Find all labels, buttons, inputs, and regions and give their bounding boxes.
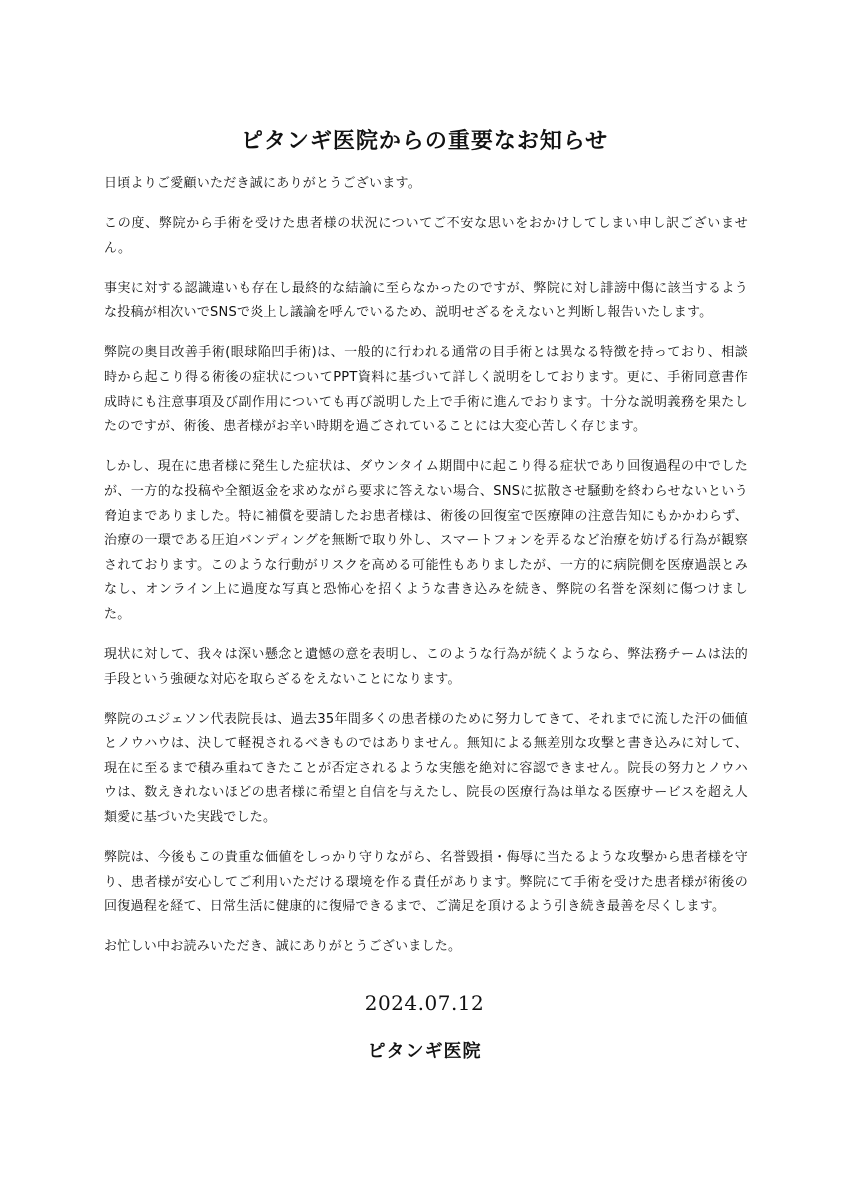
- paragraph-legal: 現状に対して、我々は深い懸念と遺憾の意を表明し、このような行為が続くようなら、弊法務チームは法的手段という強硬な対応を取らざるをえないことになります。: [104, 647, 748, 687]
- paragraph-procedure: 弊院の奥目改善手術(眼球陥凹手術)は、一般的に行われる通常の目手術とは異なる特徴を持っており、相談時から起こり得る術後の症状についてPPT資料に基づいて詳しく説明をしております。更に、手術同意書作成時にも注意事項及び副作用についても再び説明した上で手術に進んでおります。十分な説明義務を果たしたのですが、術後、患者様がお辛い時期を過ごされていることには大変心苦しく存じます。: [104, 345, 748, 435]
- notice-body: [104, 172, 748, 976]
- paragraph-commitment: 弊院は、今後もこの貴重な価値をしっかり守りながら、名誉毀損・侮辱に当たるような攻撃から患者様を守り、患者様が安心してご利用いただける環境を作る責任があります。弊院にて手術を受けた患者様が術後の回復過程を経て、日常生活に健康的に復帰できるまで、ご満足を頂けるよう引き続き最善を尽くします。: [104, 850, 748, 915]
- notice-date: 2024.07.12: [364, 991, 485, 1015]
- paragraph-incident: しかし、現在に患者様に発生した症状は、ダウンタイム期間中に起こり得る症状であり回復過程の中でしたが、一方的な投稿や全額返金を求めながら要求に答えない場合、SNSに拡散させ騒動を終わらせないという脅迫までありました。特に補償を要請したお患者様は、術後の回復室で医療陣の注意告知にもかかわらず、治療の一環である圧迫バンディングを無断で取り外し、スマートフォンを弄るなど治療を妨げる行為が観察されております。このような行動がリスクを高める可能性もありましたが、一方的に病院側を医療過誤とみなし、オンライン上に過度な写真と恐怖心を招くような書き込みを続き、弊院の名誉を深刻に傷つけました。: [104, 459, 748, 622]
- paragraph-greeting: 日頃よりご愛顧いただき誠にありがとうございます。: [104, 176, 421, 191]
- paragraph-reason: 事実に対する認識違いも存在し最終的な結論に至らなかったのですが、弊院に対し誹謗中傷に該当するような投稿が相次いでSNSで炎上し議論を呼んでいるため、説明せざるをえないと判断し報告いたします。: [104, 280, 748, 321]
- paragraph-director: 弊院のユジェソン代表院長は、過去35年間多くの患者様のために努力してきて、それまでに流した汗の価値とノウハウは、決して軽視されるべきものではありません。無知による無差別な攻撃と書き込みに対して、現在に至るまで積み重ねてきたことが否定されるような実態を絶対に容認できません。院長の努力とノウハウは、数えきれないほどの患者様に希望と自信を与えたし、院長の医療行為は単なる医療サービスを超え人類愛に基づいた実践でした。: [104, 711, 748, 826]
- clinic-signature: ピタンギ医院: [367, 1041, 482, 1062]
- paragraph-apology: この度、弊院から手術を受けた患者様の状況についてご不安な思いをおかけしてしまい申し訳ございません。: [104, 216, 748, 256]
- paragraph-closing: お忙しい中お読みいただき、誠にありがとうございました。: [104, 939, 462, 955]
- notice-title: ピタンギ医院からの重要なお知らせ: [240, 128, 609, 154]
